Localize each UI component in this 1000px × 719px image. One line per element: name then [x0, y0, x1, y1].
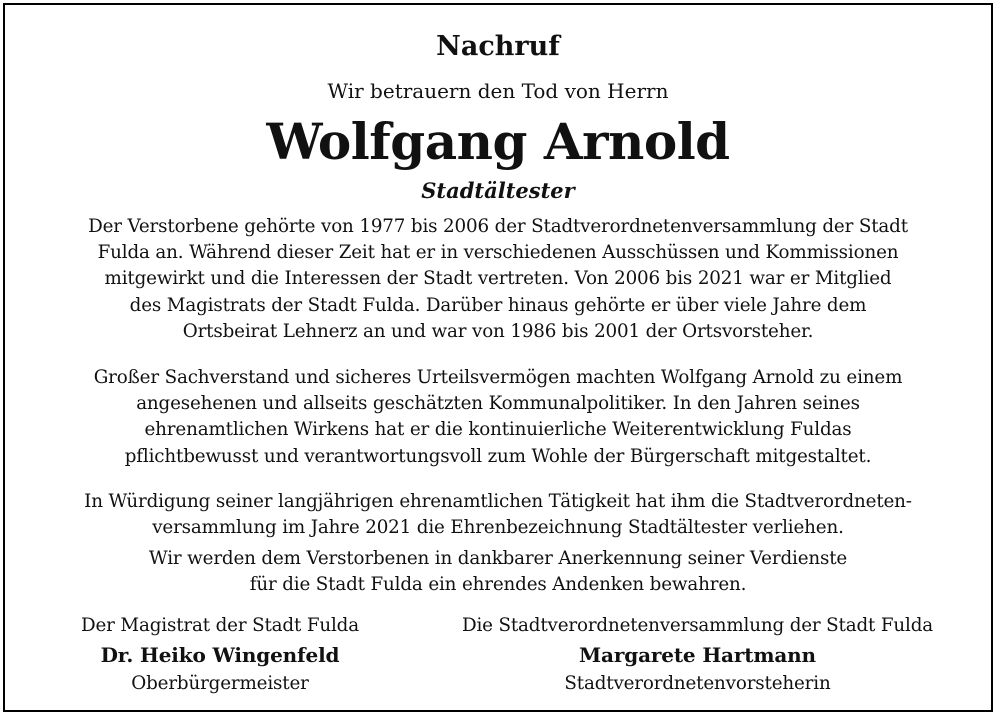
text-line: versammlung im Jahre 2021 die Ehrenbezeichnung Stadtältester verliehen.: [152, 517, 844, 539]
biography-paragraph: [13, 214, 983, 345]
signatory-role: Stadtverordnetenvorsteherin: [564, 673, 831, 694]
deceased-name: Wolfgang Arnold: [266, 112, 730, 171]
signature-city-council: [420, 612, 975, 698]
intro-line: Wir betrauern den Tod von Herrn: [327, 79, 669, 103]
text-line: Fulda an. Während dieser Zeit hat er in verschiedenen Ausschüssen und Kommissionen: [97, 242, 899, 264]
text-line: angesehenen und allseits geschätzten Kommunalpolitiker. In den Jahren seines: [136, 393, 860, 415]
signatory-role: Oberbürgermeister: [131, 673, 309, 694]
signatory-name: Dr. Heiko Wingenfeld: [100, 643, 340, 667]
text-line: In Würdigung seiner langjährigen ehrenamtlichen Tätigkeit hat ihm die Stadtverordneten-: [84, 491, 912, 512]
signatory-name: Margarete Hartmann: [579, 643, 816, 667]
text-line: Der Verstorbene gehörte von 1977 bis 2006 der Stadtverordnetenversammlung der Stadt: [88, 216, 908, 237]
text-line: ehrenamtlichen Wirkens hat er die kontinuierliche Weiterentwicklung Fuldas: [144, 419, 852, 441]
signatory-organization: Die Stadtverordnetenversammlung der Stadt Fulda: [461, 615, 934, 636]
notice-heading: Nachruf: [436, 31, 560, 62]
tribute-paragraph: [13, 365, 983, 470]
text-line: pflichtbewusst und verantwortungsvoll zum Wohle der Bürgerschaft mitgestaltet.: [124, 445, 872, 467]
remembrance-paragraph: [13, 546, 983, 598]
text-line: Wir werden dem Verstorbenen in dankbarer Anerkennung seiner Verdienste: [148, 548, 848, 569]
honor-paragraph: [13, 489, 983, 541]
signature-magistrate: [25, 612, 415, 698]
signatory-organization: Der Magistrat der Stadt Fulda: [81, 615, 359, 636]
text-line: Ortsbeirat Lehnerz an und war von 1986 bis 2001 der Ortsvorsteher.: [182, 320, 814, 342]
text-line: für die Stadt Fulda ein ehrendes Andenken bewahren.: [249, 574, 747, 596]
text-line: des Magistrats der Stadt Fulda. Darüber hinaus gehörte er über viele Jahre dem: [129, 294, 867, 316]
honorary-title: Stadtältester: [421, 178, 575, 203]
text-line: Großer Sachverstand und sicheres Urteilsvermögen machten Wolfgang Arnold zu einem: [93, 367, 903, 388]
text-line: mitgewirkt und die Interessen der Stadt vertreten. Von 2006 bis 2021 war er Mitglied: [104, 268, 892, 290]
obituary-notice: [3, 3, 993, 712]
